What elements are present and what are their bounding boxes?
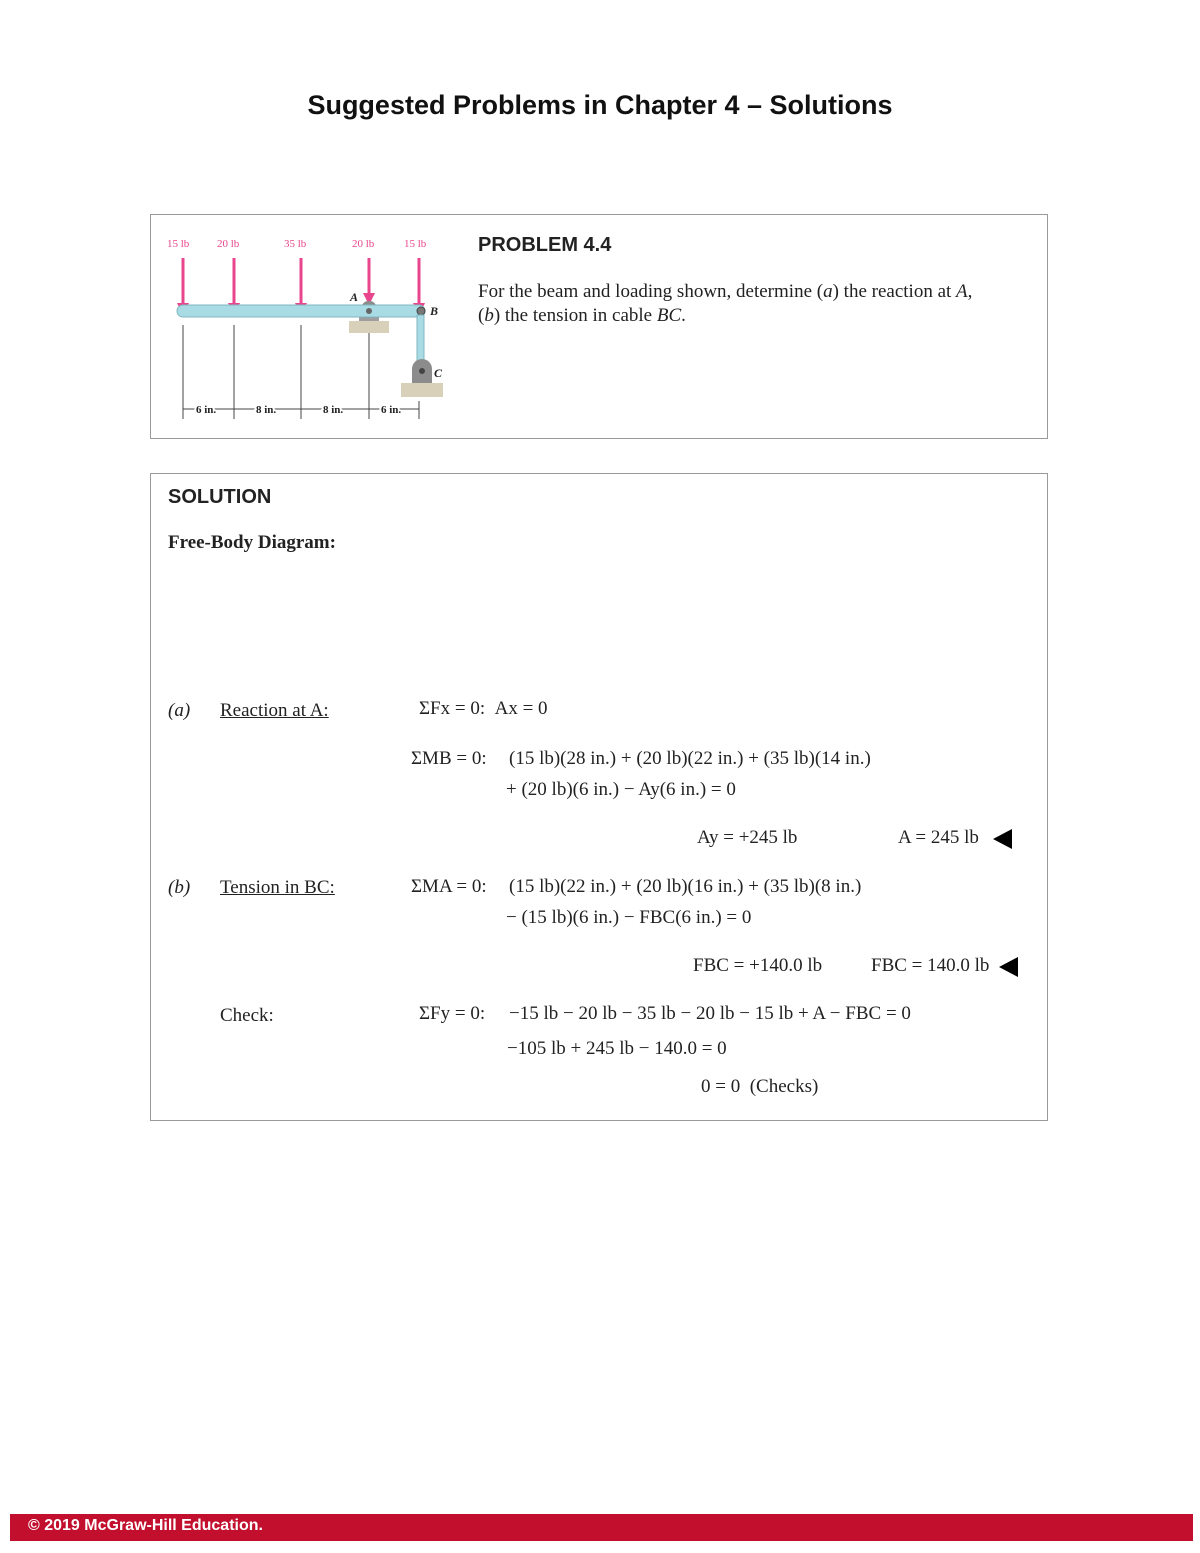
problem-text-line1: For the beam and loading shown, determine (a) the reaction at A, [478, 281, 973, 302]
eq-sum-mb-line2: + (20 lb)(6 in.) − Ay(6 in.) = 0 [506, 779, 736, 800]
label-c: C [434, 366, 443, 380]
label-a: A [350, 290, 359, 304]
load-label-5: 15 lb [404, 238, 427, 250]
part-a-label: (a) [168, 700, 191, 721]
eq-sum-fx: ΣFx = 0: Ax = 0 [419, 698, 548, 719]
eq-sum-ma-line2: − (15 lb)(6 in.) − FBC(6 in.) = 0 [506, 907, 752, 928]
eq-sum-fy-lhs: ΣFy = 0: [419, 1003, 486, 1024]
solution-heading: SOLUTION [168, 486, 272, 508]
page-title: Suggested Problems in Chapter 4 – Solutions [307, 90, 893, 120]
load-label-3: 35 lb [284, 238, 307, 250]
eq-sum-ma-lhs: ΣMA = 0: [411, 876, 487, 897]
eq-sum-mb-line1: (15 lb)(28 in.) + (20 lb)(22 in.) + (35 lb)(14 in.) [509, 748, 871, 769]
part-a-title: Reaction at A: [220, 700, 329, 721]
problem-text-line2: (b) the tension in cable BC. [478, 305, 686, 326]
eq-sum-ma-line1: (15 lb)(22 in.) + (20 lb)(16 in.) + (35 lb)(8 in.) [509, 876, 862, 897]
beam-figure [159, 223, 459, 438]
dim-label-2: 8 in. [256, 404, 277, 416]
load-label-1: 15 lb [167, 238, 190, 250]
answer-marker-icon [993, 829, 1012, 849]
eq-sum-fy-line2: −105 lb + 245 lb − 140.0 = 0 [507, 1038, 727, 1059]
part-b-label: (b) [168, 877, 191, 898]
answer-b: FBC = 140.0 lb [871, 955, 1018, 977]
load-label-2: 20 lb [217, 238, 240, 250]
answer-marker-icon [999, 957, 1018, 977]
solution-box [150, 473, 1048, 1121]
problem-box [150, 214, 1048, 439]
check-label: Check: [220, 1005, 274, 1026]
eq-sum-fy-line3: 0 = 0 (Checks) [701, 1076, 819, 1097]
result-ay: Ay = +245 lb [697, 827, 798, 848]
dim-label-3: 8 in. [323, 404, 344, 416]
dim-label-1: 6 in. [196, 404, 217, 416]
fbd-label: Free-Body Diagram: [168, 532, 336, 553]
label-b: B [430, 304, 439, 318]
result-fbc: FBC = +140.0 lb [693, 955, 823, 976]
dim-label-4: 6 in. [381, 404, 402, 416]
beam [177, 305, 425, 317]
problem-title: PROBLEM 4.4 [478, 234, 612, 256]
load-label-4: 20 lb [352, 238, 375, 250]
footer-bar [10, 1514, 1193, 1541]
eq-sum-fy-line1: −15 lb − 20 lb − 35 lb − 20 lb − 15 lb + A − FBC = 0 [509, 1003, 911, 1024]
support-pad-c [401, 383, 443, 397]
eq-sum-mb-lhs: ΣMB = 0: [411, 748, 487, 769]
footer-copyright: © 2019 McGraw-Hill Education. [28, 1517, 263, 1534]
support-pad-a [349, 321, 389, 333]
part-b-title: Tension in BC: [220, 877, 335, 898]
answer-a: A = 245 lb [898, 827, 1012, 849]
